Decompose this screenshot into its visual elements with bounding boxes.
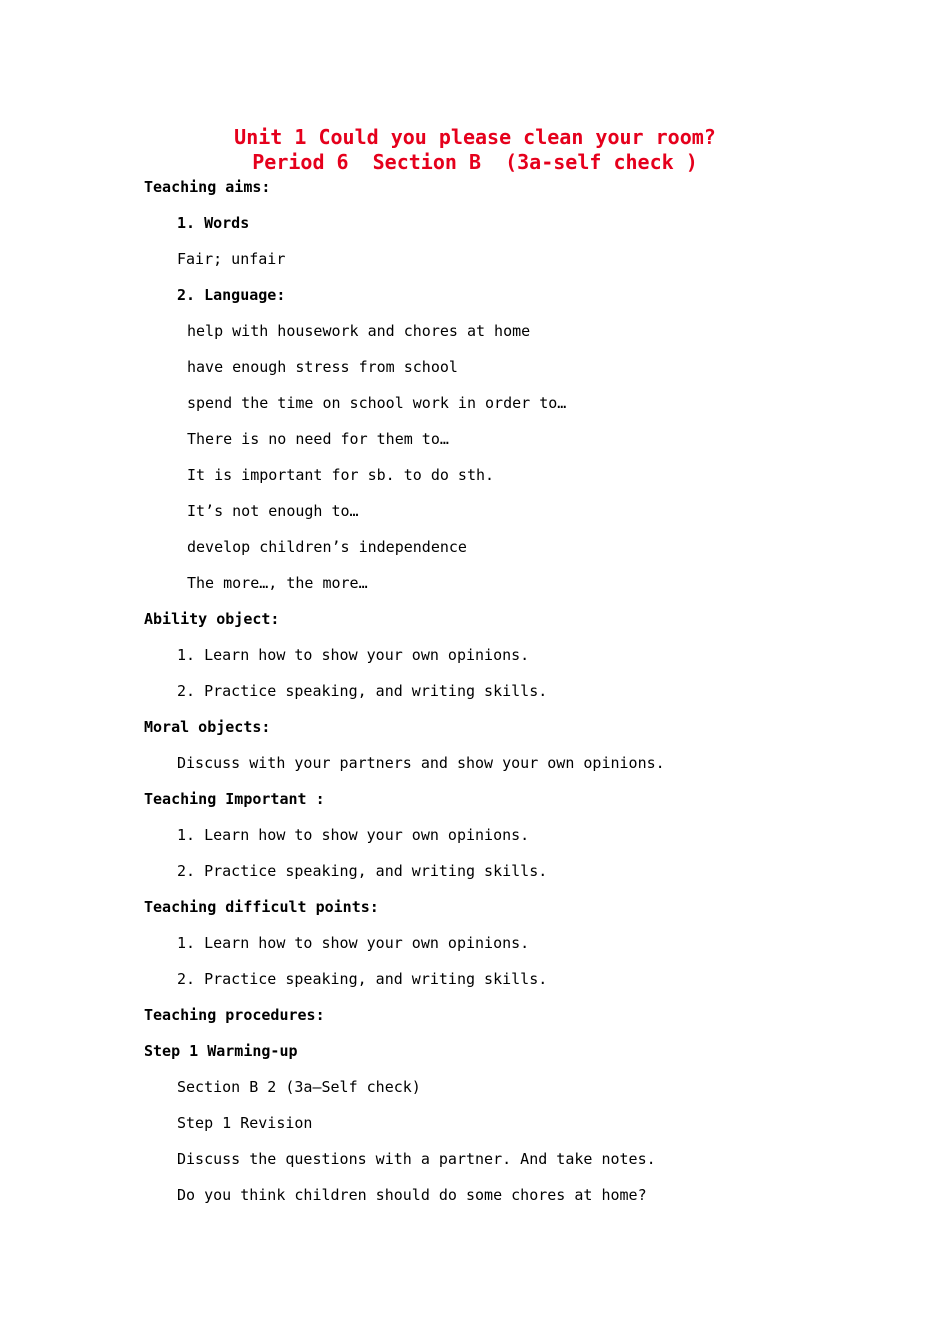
language-item: There is no need for them to… [187,430,449,448]
words-text: Fair; unfair [177,250,286,268]
document-title: Unit 1 Could you please clean your room? [234,125,716,149]
language-item: It’s not enough to… [187,502,359,520]
procedure-line: Step 1 Revision [177,1114,313,1132]
language-item: develop children’s independence [187,538,467,556]
ability-object-heading: Ability object: [144,610,280,628]
words-heading: 1. Words [177,214,250,232]
teaching-important-heading: Teaching Important : [144,790,325,808]
important-item: 1. Learn how to show your own opinions. [177,826,530,844]
language-item: spend the time on school work in order to… [187,394,567,412]
language-item: It is important for sb. to do sth. [187,466,495,484]
important-item: 2. Practice speaking, and writing skills. [177,862,548,880]
teaching-procedures-heading: Teaching procedures: [144,1006,325,1024]
step-heading: Step 1 Warming-up [144,1042,298,1060]
language-heading: 2. Language: [177,286,286,304]
moral-text: Discuss with your partners and show your own opinions. [177,754,665,772]
moral-objects-heading: Moral objects: [144,718,271,736]
procedure-line: Section B 2 (3a—Self check) [177,1078,421,1096]
language-item: help with housework and chores at home [187,322,531,340]
ability-item: 2. Practice speaking, and writing skills. [177,682,548,700]
teaching-difficult-heading: Teaching difficult points: [144,898,379,916]
document-subtitle: Period 6 Section B (3a-self check ) [252,150,698,174]
difficult-item: 1. Learn how to show your own opinions. [177,934,530,952]
ability-item: 1. Learn how to show your own opinions. [177,646,530,664]
teaching-aims-heading: Teaching aims: [144,178,271,196]
procedure-line: Discuss the questions with a partner. And take notes. [177,1150,656,1168]
language-item: have enough stress from school [187,358,458,376]
procedure-line: Do you think children should do some chores at home? [177,1186,647,1204]
difficult-item: 2. Practice speaking, and writing skills. [177,970,548,988]
language-item: The more…, the more… [187,574,368,592]
